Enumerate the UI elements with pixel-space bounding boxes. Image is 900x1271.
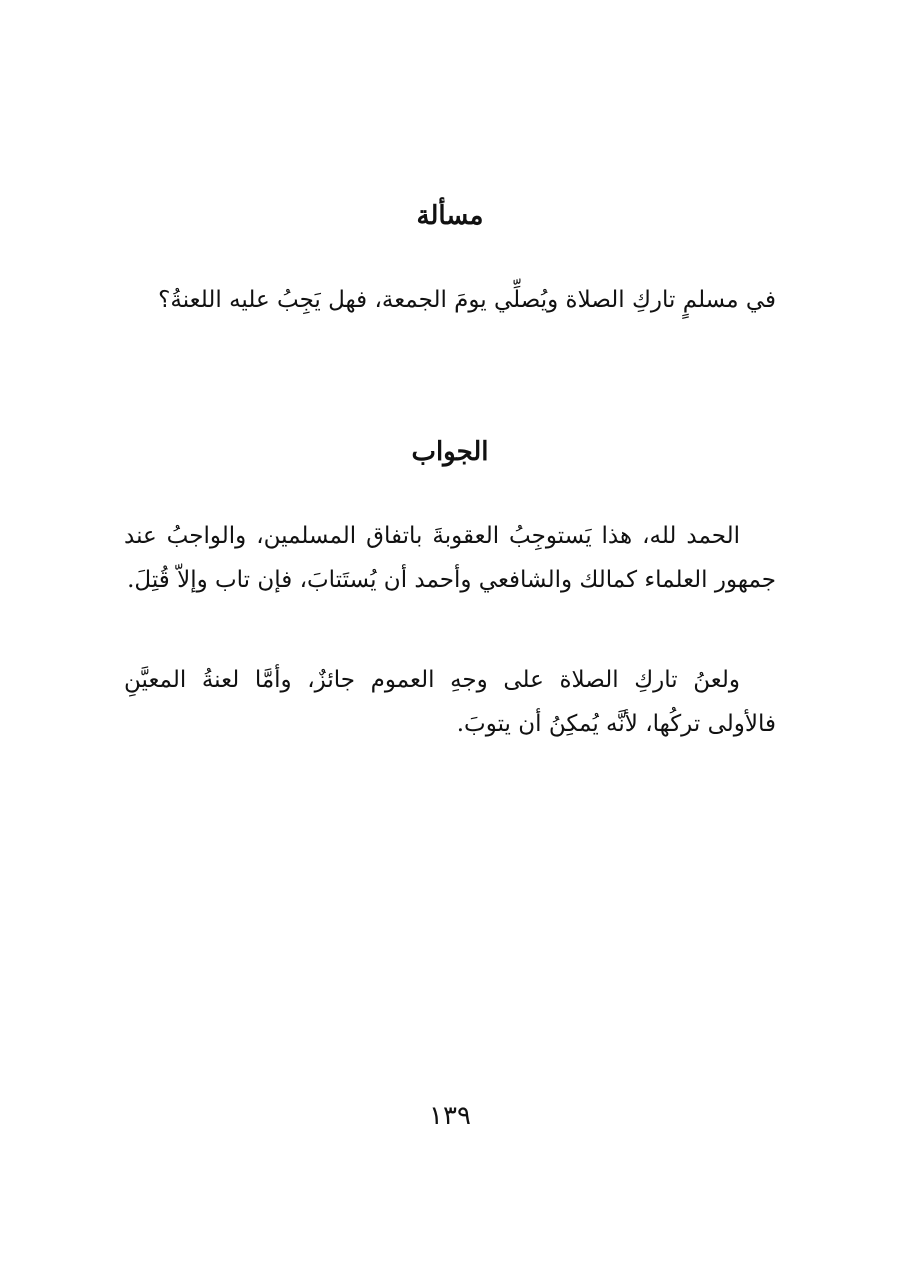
answer-paragraph: ولعنُ تاركِ الصلاة على وجهِ العموم جائزٌ، وأمَّا لعنةُ المعيَّنِ فالأولى تركُها، لأنَّه يُمكِنُ أن يتوبَ. bbox=[124, 667, 776, 737]
question-text: في مسلمٍ تاركِ الصلاة ويُصلِّي يومَ الجمعة، فهل يَجِبُ عليه اللعنةُ؟ bbox=[158, 287, 776, 313]
question-heading: مسألة bbox=[416, 201, 484, 231]
page-number: ١٣٩ bbox=[429, 1101, 471, 1131]
answer-heading: الجواب bbox=[411, 437, 489, 467]
answer-paragraph: الحمد لله، هذا يَستوجِبُ العقوبةَ باتفاق المسلمين، والواجبُ عند جمهور العلماء كمالك والشافعي وأحمد أن يُستَتابَ، فإن تاب وإلاّ قُتِلَ. bbox=[124, 523, 776, 593]
